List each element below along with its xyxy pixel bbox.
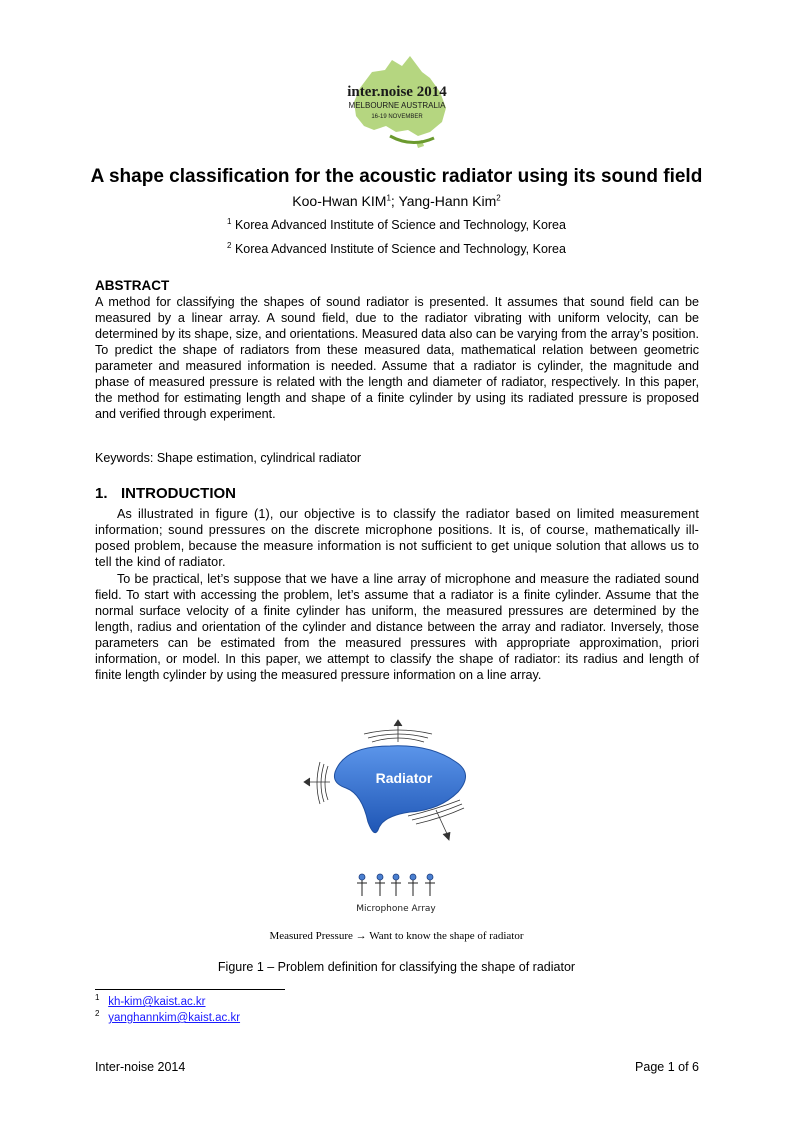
author-name: Yang-Hann Kim	[398, 193, 497, 209]
arrow-right-icon: →	[355, 930, 367, 942]
footnote-email-link[interactable]: yanghannkim@kaist.ac.kr	[108, 1012, 241, 1024]
microphone-icon	[375, 874, 385, 896]
author-name: Koo-Hwan KIM	[292, 193, 387, 209]
section-number: 1.	[95, 485, 108, 502]
author-superscript: 2	[496, 193, 501, 203]
affiliation-superscript: 2	[227, 240, 232, 250]
footnote-email-link[interactable]: kh-kim@kaist.ac.kr	[108, 996, 206, 1008]
figure-caption: Figure 1 – Problem definition for classifying the shape of radiator	[217, 960, 576, 974]
affiliation-text: Korea Advanced Institute of Science and Technology, Korea	[234, 242, 566, 256]
footer-conference: Inter-noise 2014	[95, 1060, 186, 1074]
author-separator: ;	[390, 193, 399, 209]
paper-title: A shape classification for the acoustic radiator using its sound field	[90, 166, 703, 187]
microphone-icon	[391, 874, 401, 896]
footnote: 2 yanghannkim@kaist.ac.kr	[95, 1009, 241, 1024]
radiator-label: Radiator	[375, 770, 433, 786]
affiliation-text: Korea Advanced Institute of Science and Technology, Korea	[234, 218, 566, 232]
author-line	[0, 193, 793, 209]
logo-line2: MELBOURNE AUSTRALIA	[348, 101, 446, 110]
affiliation	[0, 218, 793, 232]
microphone-array	[357, 874, 435, 896]
intro-paragraph: As illustrated in figure (1), our objective is to classify the radiator based on limited measurement information; sound pressures on the discrete microphone positions. It is, of course, mathematically ill-posed problem, because the measure information is not sufficient to get unique solution that allows us to tell the kind of radiator.	[95, 507, 699, 569]
boomerang-shape	[390, 136, 434, 143]
section-heading	[95, 485, 236, 502]
footnote-divider	[95, 989, 285, 990]
keywords: Keywords: Shape estimation, cylindrical radiator	[95, 451, 362, 465]
microphone-icon	[408, 874, 418, 896]
microphone-icon	[357, 874, 367, 896]
affiliation-superscript: 1	[227, 216, 232, 226]
intro-paragraph: To be practical, let’s suppose that we have a line array of microphone and measure the radiated sound field. To start with accessing the problem, let’s assume that a radiator is a finite cylinder. Assume that the normal surface velocity of a finite cylinder has uniform, the measured pressures are determined by the length, radius and orientation of the cylinder and distance between the array and radiator. Inversely, those parameters can be estimated from the measured pressures with appropriate approximation, priori information, or model. In this paper, we attempt to classify the shape of radiator: its radius and length of finite length cylinder by using the measured pressure information on a line array.	[95, 572, 699, 682]
affiliation	[0, 242, 793, 256]
logo-line3: 16-19 NOVEMBER	[371, 114, 423, 120]
wave-arrow-up-icon	[364, 720, 432, 742]
abstract-body: A method for classifying the shapes of sound radiator is presented. It assumes that sound field can be measured by a linear array. A sound field, due to the radiator vibrating with uniform velocity, can be determined by its shape, size, and orientations. Measured data also can be varying from the array’s position. To predict the shape of radiators from these measured data, mathematical relation between geometric parameter and measured information is needed. Assume that a radiator is cylinder, the magnitude and phase of measured pressure is related with the length and diameter of radiator, respectively. In this paper, the method for estimating length and shape of a finite cylinder by using its radiated pressure is proposed and verified through experiment.	[95, 295, 699, 421]
footnote: 1 kh-kim@kaist.ac.kr	[95, 993, 206, 1008]
section-title: INTRODUCTION	[121, 485, 236, 502]
author-superscript: 1	[386, 193, 391, 203]
logo-line1: inter.noise 2014	[347, 84, 447, 100]
wave-arrow-left-icon	[304, 762, 330, 804]
conference-logo	[330, 50, 465, 160]
microphone-icon	[425, 874, 435, 896]
microphone-array-label: Microphone Array	[356, 904, 436, 914]
figure-subcaption	[0, 930, 793, 942]
figure-diagram	[290, 712, 560, 918]
subcaption-right: Want to know the shape of radiator	[369, 930, 524, 942]
footer-page-number: Page 1 of 6	[635, 1060, 699, 1074]
radiator-shape	[334, 746, 465, 833]
abstract-heading: ABSTRACT	[95, 278, 170, 293]
subcaption-left: Measured Pressure	[269, 930, 353, 942]
